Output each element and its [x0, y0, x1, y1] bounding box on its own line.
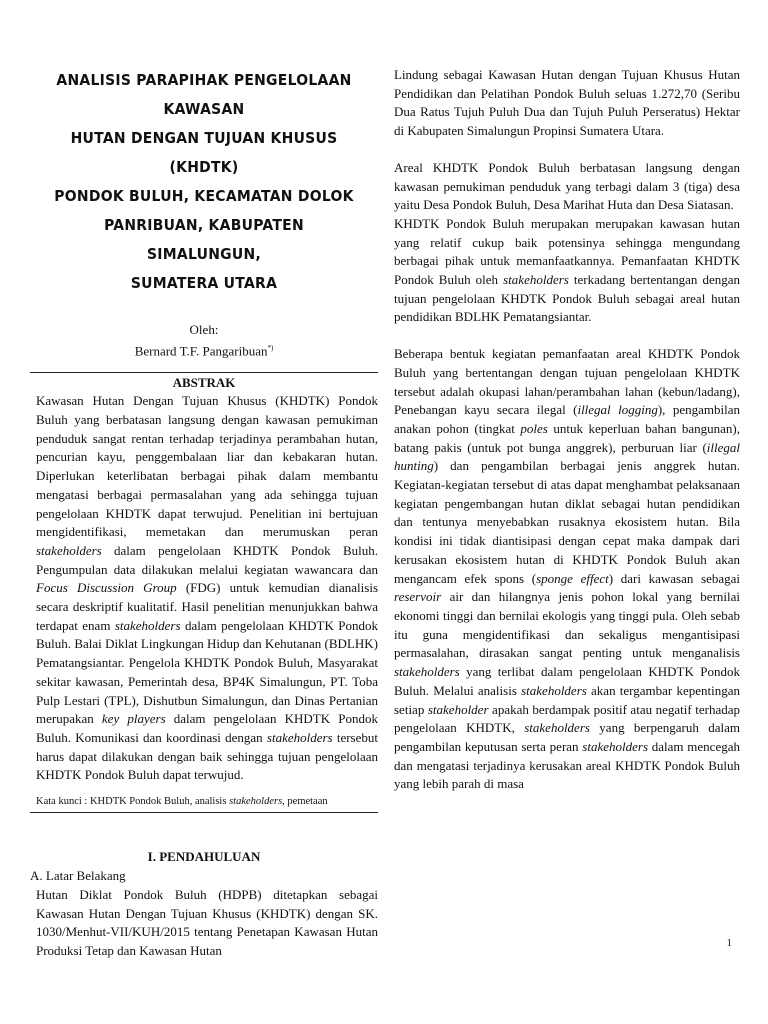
keywords-italic: stakeholders	[229, 796, 283, 808]
paragraph-gap	[394, 327, 740, 345]
title-line-4: PANRIBUAN, KABUPATEN SIMALUNGUN,	[104, 216, 304, 263]
author-by-label: Oleh:	[189, 322, 219, 337]
abstract-italic: stakeholders	[266, 729, 333, 745]
abstract-text: Kawasan Hutan Dengan Tujuan Khusus (KHDTK) Pondok Buluh yang berbatasan langsung dengan kawasan pemukiman penduduk sangat rentan terhadap terjadinya perambahan hutan, pencurian kayu, penggembalaan liar dan kebakaran hutan. Diperlukan keterlibatan berbagai pihak dalam membantu mengatasi berbagai permasalahan yang ada sehingga tujuan pengelolaan KHDTK dapat terwujud. Penelitian ini bertujuan mengidentifikasi, memetakan dan merumuskan peran	[36, 393, 378, 540]
keywords-rule	[30, 812, 378, 813]
abstract-text: (FDG) untuk kemudian dianalisis secara deskriptif kualitatif. Hasil penelitian menunjukkan bahwa terdapat enam	[36, 580, 378, 633]
right-paragraph-4	[394, 345, 740, 794]
body-text: ) dan pengambilan berbagai jenis anggrek hutan. Kegiatan-kegiatan tersebut di atas dapat menghambat pelaksanaan kegiatan pengembangan hutan diklat sebagai hutan pendidikan dan tentunya menyebabkan rusaknya ekosistem hutan. Bila kondisi ini tidak diantisipasi dengan cepat maka dampak dari kerusakan ekosistem hutan di KHDTK Pondok Buluh akan mengancam efek spons (	[394, 458, 740, 586]
right-paragraph-3	[394, 215, 740, 327]
author-name-line	[30, 339, 378, 360]
body-italic: poles	[520, 420, 548, 436]
abstract-text: tersebut harus dapat dilakukan dengan baik sehingga tujuan pengelolaan KHDTK Pondok Buluh dapat terwujud.	[36, 729, 379, 783]
paragraph-gap	[394, 141, 740, 159]
body-text: ) dari kawasan sebagai	[608, 570, 741, 586]
body-text: dalam mencegah dan mengatasi terjadinya kerusakan areal KHDTK Pondok Buluh yang lebih parah di masa	[394, 738, 740, 792]
paper-title	[47, 66, 360, 298]
abstract-text: dalam pengelolaan KHDTK Pondok Buluh. Balai Diklat Lingkungan Hidup dan Kehutanan (BDLHK) Pematangsiantar. Pengelola KHDTK Pondok Buluh, Masyarakat sekitar kawasan, Pemerintah desa, BP4K Simalungun, PT. Toba Pulp Lestari (TPL), Dishutbun Simalungun, dan Dinas Pertanian merupakan	[36, 617, 378, 727]
abstract-italic: Focus Discussion Group	[36, 580, 177, 596]
abstract-top-rule	[30, 372, 378, 373]
right-paragraph-2: Areal KHDTK Pondok Buluh berbatasan langsung dengan kawasan pemukiman penduduk yang terbagi dalam 3 (tiga) desa yaitu Desa Pondok Buluh, Desa Marihat Huta dan Desa Siatasan.	[394, 159, 740, 213]
subsection-latar-belakang: A. Latar Belakang	[30, 868, 126, 884]
abstract-italic: stakeholders	[36, 542, 102, 558]
body-text: yang terlibat dalam pengelolaan KHDTK Pondok Buluh. Melalui analisis	[394, 664, 740, 698]
body-italic: stakeholders	[521, 682, 587, 698]
body-italic: stakeholder	[427, 701, 489, 717]
body-italic: sponge effect	[536, 570, 609, 586]
title-line-5: SUMATERA UTARA	[130, 274, 278, 292]
body-text: apakah berdampak positif atau negatif terhadap pengelolaan KHDTK,	[394, 701, 740, 736]
keywords	[36, 793, 378, 810]
abstract-italic: key players	[101, 711, 166, 727]
body-italic: stakeholders	[582, 738, 649, 754]
page-number: 1	[726, 937, 732, 949]
abstract-text: dalam pengelolaan KHDTK Pondok Buluh. Pengumpulan data dilakukan melalui kegiatan wawancara dan	[36, 542, 378, 577]
author-footnote-mark: *)	[267, 344, 274, 352]
body-text: KHDTK Pondok Buluh merupakan merupakan kawasan hutan yang relatif cukup baik potensinya sehingga mengundang berbagai pihak untuk memanfaatkannya. Pemanfaatan KHDTK Pondok Buluh oleh	[394, 215, 740, 288]
section-heading-pendahuluan: I. PENDAHULUAN	[147, 849, 261, 865]
body-italic: illegal logging	[577, 402, 658, 418]
right-column	[394, 66, 740, 794]
title-line-3: PONDOK BULUH, KECAMATAN DOLOK	[54, 187, 354, 205]
title-line-1: ANALISIS PARAPIHAK PENGELOLAAN KAWASAN	[56, 71, 352, 118]
intro-paragraph: Hutan Diklat Pondok Buluh (HDPB) ditetapkan sebagai Kawasan Hutan Dengan Tujuan Khusus (KHDTK) dengan SK. 1030/Menhut-VII/KUH/2015 tentang Penetapan Kawasan Hutan Produksi Tetap dan Kawasan Hutan	[36, 886, 378, 958]
body-italic: reservoir	[394, 589, 442, 605]
body-text: ), pengambilan anakan pohon (tingkat	[394, 402, 740, 436]
body-text: Beberapa bentuk kegiatan pemanfaatan areal KHDTK Pondok Buluh yang bertentangan dengan tujuan pengelolaan KHDTK tersebut adalah okupasi lahan/perambahan lahan (kebun/ladang), Penebangan kayu secara ilegal (	[394, 346, 740, 418]
body-text: yang berpengaruh dalam pengambilan keputusan serta peran	[394, 720, 740, 754]
author-name: Bernard T.F. Pangaribuan	[134, 343, 268, 359]
body-italic: stakeholders	[394, 664, 460, 680]
body-italic: stakeholders	[503, 272, 569, 288]
author-block	[30, 321, 378, 360]
left-column	[30, 66, 378, 961]
body-text: untuk keperluan bahan bangunan), batang pakis (untuk pot bunga anggrek), perburuan liar (	[394, 420, 740, 455]
body-text: air dan hilangnya jenis pohon lokal yang bernilai ekonomi tinggi dan bernilai ekologis yang tinggi pula. Oleh sebab itu guna mengidentifikasi dan sekaligus mengantisipasi permasalahan, dirasakan sangat penting untuk menganalisis	[394, 589, 740, 661]
body-text: terkadang bertentangan dengan tujuan pengelolaan KHDTK Pondok Buluh sebagai areal hutan pendidikan BDLHK Pematangsiantar.	[394, 272, 740, 325]
body-italic: stakeholders	[524, 720, 590, 736]
body-text: akan tergambar kepentingan setiap	[394, 682, 740, 717]
abstract-text: dalam pengelolaan KHDTK Pondok Buluh. Komunikasi dan koordinasi dengan	[36, 711, 378, 745]
right-paragraph-1: Lindung sebagai Kawasan Hutan dengan Tujuan Khusus Hutan Pendidikan dan Pelatihan Pondok Buluh seluas 1.272,70 (Seribu Dua Ratus Tujuh Puluh Dua dan Tujuh Puluh Perseratus) Hektar di Kabupaten Simalungun Propinsi Sumatera Utara.	[394, 67, 740, 139]
abstract-italic: stakeholders	[114, 617, 181, 633]
title-line-2: HUTAN DENGAN TUJUAN KHUSUS (KHDTK)	[70, 129, 338, 176]
abstract-body	[36, 392, 378, 785]
abstract-heading: ABSTRAK	[172, 375, 236, 391]
keywords-text: Kata kunci : KHDTK Pondok Buluh, analisis	[36, 796, 230, 808]
keywords-text: , pemetaan	[282, 796, 328, 808]
body-italic: illegal hunting	[394, 439, 740, 474]
